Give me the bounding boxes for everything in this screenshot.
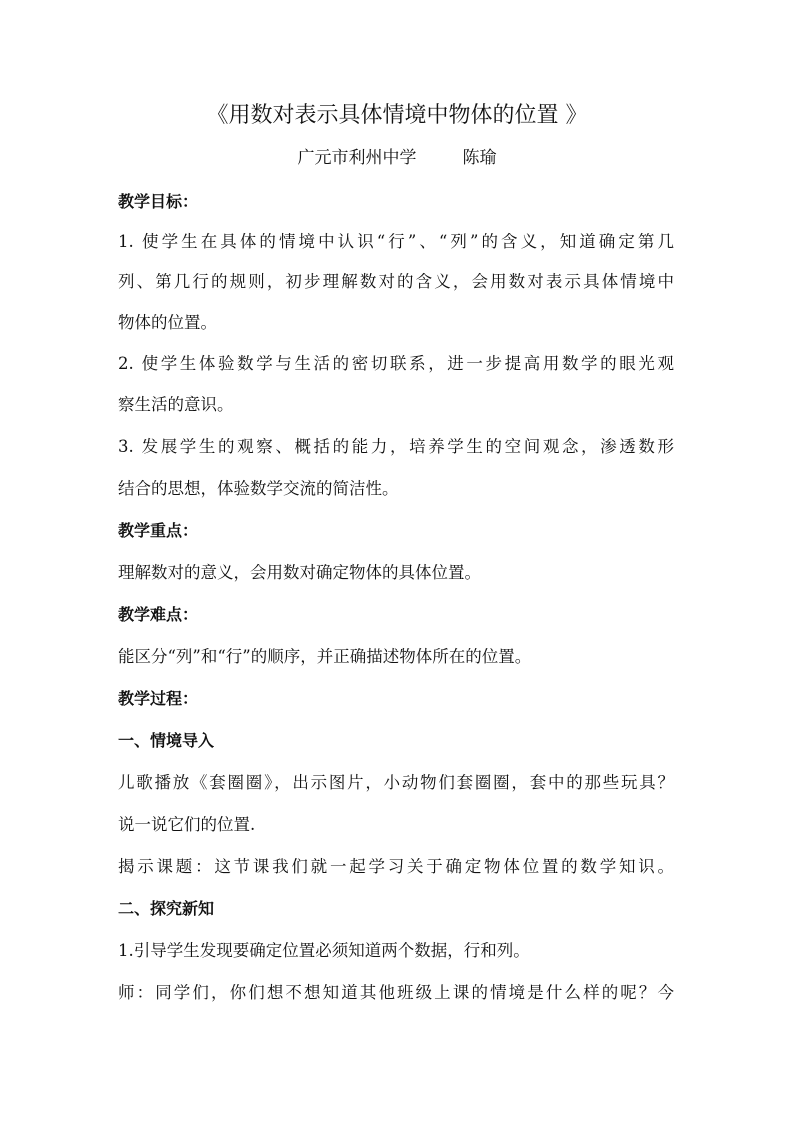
goal-2-line-1: 2. 使学生体验数学与生活的密切联系，进一步提高用数学的眼光观 [118, 354, 674, 373]
part-1-line-3: 揭示课题：这节课我们就一起学习关于确定物体位置的数学知识。 [118, 857, 674, 876]
part-1-line-1: 儿歌播放《套圈圈》，出示图片，小动物们套圈圈，套中的那些玩具？ [118, 773, 674, 792]
part-2-line-2: 师：同学们，你们想不想知道其他班级上课的情境是什么样的呢？今 [118, 983, 674, 1002]
goal-3-line-2: 结合的思想，体验数学交流的简洁性。 [118, 479, 399, 498]
goal-1-line-2: 列、第几行的规则，初步理解数对的含义，会用数对表示具体情境中 [118, 272, 674, 291]
goals-heading: 教学目标： [118, 192, 199, 211]
difficulty-heading: 教学难点： [118, 605, 199, 624]
goal-3-line-1: 3. 发展学生的观察、概括的能力，培养学生的空间观念，渗透数形 [118, 437, 674, 456]
part-2-line-1: 1.引导学生发现要确定位置必须知道两个数据，行和列。 [118, 941, 530, 960]
process-heading: 教学过程： [118, 689, 199, 708]
goal-1-line-1: 1. 使学生在具体的情境中认识“行”、“列”的含义，知道确定第几 [118, 232, 674, 251]
part-1-heading: 一、情境导入 [118, 731, 215, 750]
part-1-line-2: 说一说它们的位置. [118, 815, 256, 834]
document-title: 《用数对表示具体情境中物体的位置 》 [206, 103, 588, 128]
difficulty-text: 能区分“列”和“行”的顺序，并正确描述物体所在的位置。 [118, 647, 532, 666]
key-points-text: 理解数对的意义，会用数对确定物体的具体位置。 [118, 563, 481, 582]
goal-2-line-2: 察生活的意识。 [118, 395, 234, 414]
goal-1-line-3: 物体的位置。 [118, 313, 217, 332]
key-points-heading: 教学重点： [118, 521, 199, 540]
part-2-heading: 二、探究新知 [118, 899, 215, 918]
author-line [0, 146, 794, 170]
author-name: 陈瑜 [462, 148, 497, 168]
author-school: 广元市利州中学 [297, 148, 417, 168]
